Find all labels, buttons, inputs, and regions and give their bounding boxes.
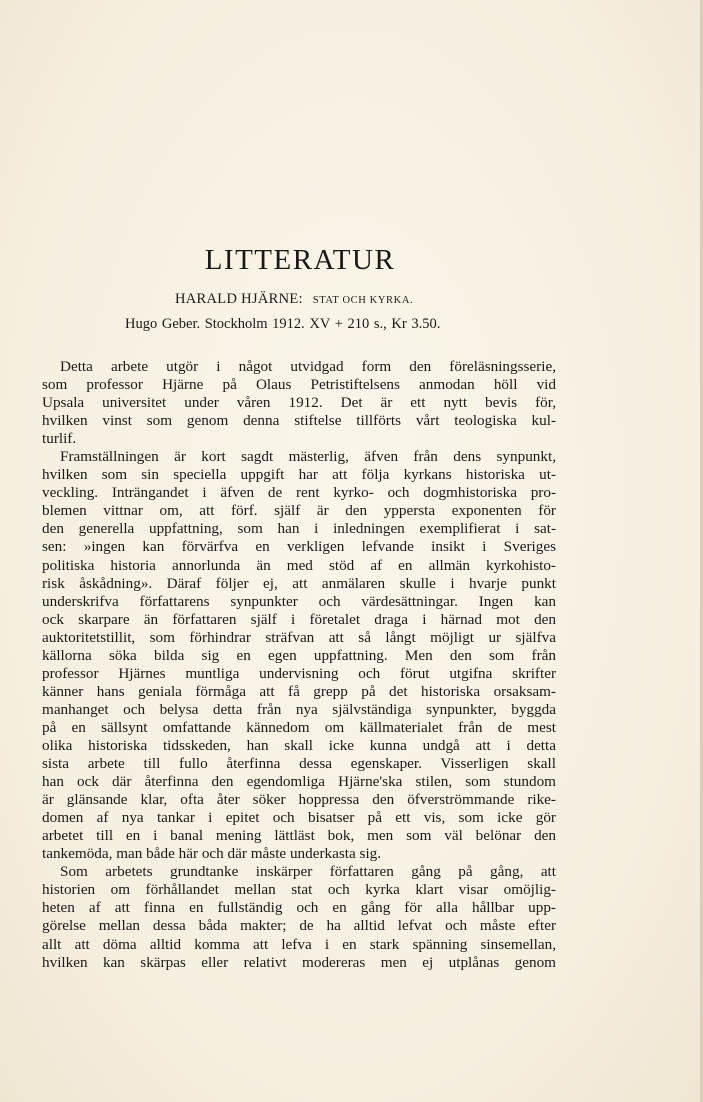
text-line: Detta arbete utgör i något utvidgad form den föreläsningsserie, <box>60 358 556 375</box>
text-line: hvilken kan skärpas eller relativt modereras men ej utplånas genom <box>42 953 556 971</box>
text-line: sen: »ingen kan förvärfva en verkligen lefvande insikt i Sveriges <box>42 538 556 556</box>
text-line: olika historiska tidsskeden, han skall icke kunna undgå att i detta <box>42 736 556 754</box>
citation-author: HARALD HJÄRNE: <box>175 291 303 307</box>
text-line: arbetet till en i banal mening lättläst bok, men som väl belönar den <box>42 827 556 845</box>
text-line: allt att döma alltid komma att lefva i en stark spänning sinsemellan, <box>42 935 556 953</box>
text-line: blemen vittnar om, att förf. själf är den yppersta exponenten för <box>42 502 556 520</box>
text-line: hvilken vinst som genom denna stiftelse tillförts vårt teologiska kul- <box>42 412 556 430</box>
section-title: LITTERATUR <box>204 244 396 276</box>
text-line: domen af nya tankar i epitet och bisatser på ett vis, som icke gör <box>42 809 556 827</box>
text-line: professor Hjärnes muntliga undervisning och förut utgifna skrifter <box>42 664 556 682</box>
text-line: auktoritetstillit, som förhindrar sträfvan att så långt möjligt ur själfva <box>42 628 556 646</box>
text-line: känner hans geniala förmåga att få grepp på det historiska orsaksam- <box>42 682 556 700</box>
text-line: heten af att finna en fullständig och en gång för alla hållbar upp- <box>42 899 556 917</box>
text-line: källorna söka bilda sig en egen uppfattning. Men den som från <box>42 646 556 664</box>
text-line: på en sällsynt omfattande kännedom om källmaterialet från de mest <box>42 718 556 736</box>
text-line: är glänsande klar, ofta åter söker hoppressa den öfverströmmande rike- <box>42 791 556 809</box>
review-body <box>42 358 556 972</box>
text-line: den generella uppfattning, som han i inledningen exemplifierat i sat- <box>42 520 556 538</box>
text-line: han ock där återfinna den egendomliga Hjärne'ska stilen, som stundom <box>42 773 556 791</box>
text-line: Upsala universitet under våren 1912. Det är ett nytt bevis för, <box>42 394 556 412</box>
text-line: ock skarpare än författaren själf i företalet draga i härnad mot den <box>42 610 556 628</box>
text-line: politiska historia annorlunda än med stöd af en allmän kyrkohisto- <box>42 556 556 574</box>
text-line: görelse mellan dessa båda makter; de ha alltid lefvat och måste efter <box>42 917 556 935</box>
text-line: manhanget och belysa detta från nya självständiga synpunkter, byggda <box>42 700 556 718</box>
text-line: Framställningen är kort sagdt mästerlig, äfven från dens synpunkt, <box>60 448 556 466</box>
text-line: tankemöda, man både här och där måste underkasta sig. <box>42 845 382 863</box>
publication-details: Hugo Geber. Stockholm 1912. XV + 210 s., Kr 3.50. <box>125 316 441 332</box>
text-line: Som arbetets grundtanke inskärper författaren gång på gång, att <box>60 863 556 881</box>
text-line: underskrifva författarens synpunkter och värdesättningar. Ingen kan <box>42 592 556 610</box>
book-citation <box>175 291 413 308</box>
text-line: hvilken som sin speciella uppgift har att följa kyrkans historiska ut- <box>42 466 556 484</box>
text-line: som professor Hjärne på Olaus Petristiftelsens anmodan höll vid <box>42 376 556 394</box>
citation-work-title: STAT OCH KYRKA. <box>312 295 414 306</box>
text-line: veckling. Inträngandet i äfven de rent kyrko- och dogmhistoriska pro- <box>42 484 556 502</box>
text-line: risk åskådning». Däraf följer ej, att anmälaren skulle i hvarje punkt <box>42 574 556 592</box>
text-line: historien om förhållandet mellan stat och kyrka klart visar omöjlig- <box>42 881 556 899</box>
text-line: sista arbete till fullo återfinna dessa egenskaper. Visserligen skall <box>42 755 556 773</box>
text-line: turlif. <box>42 430 77 448</box>
